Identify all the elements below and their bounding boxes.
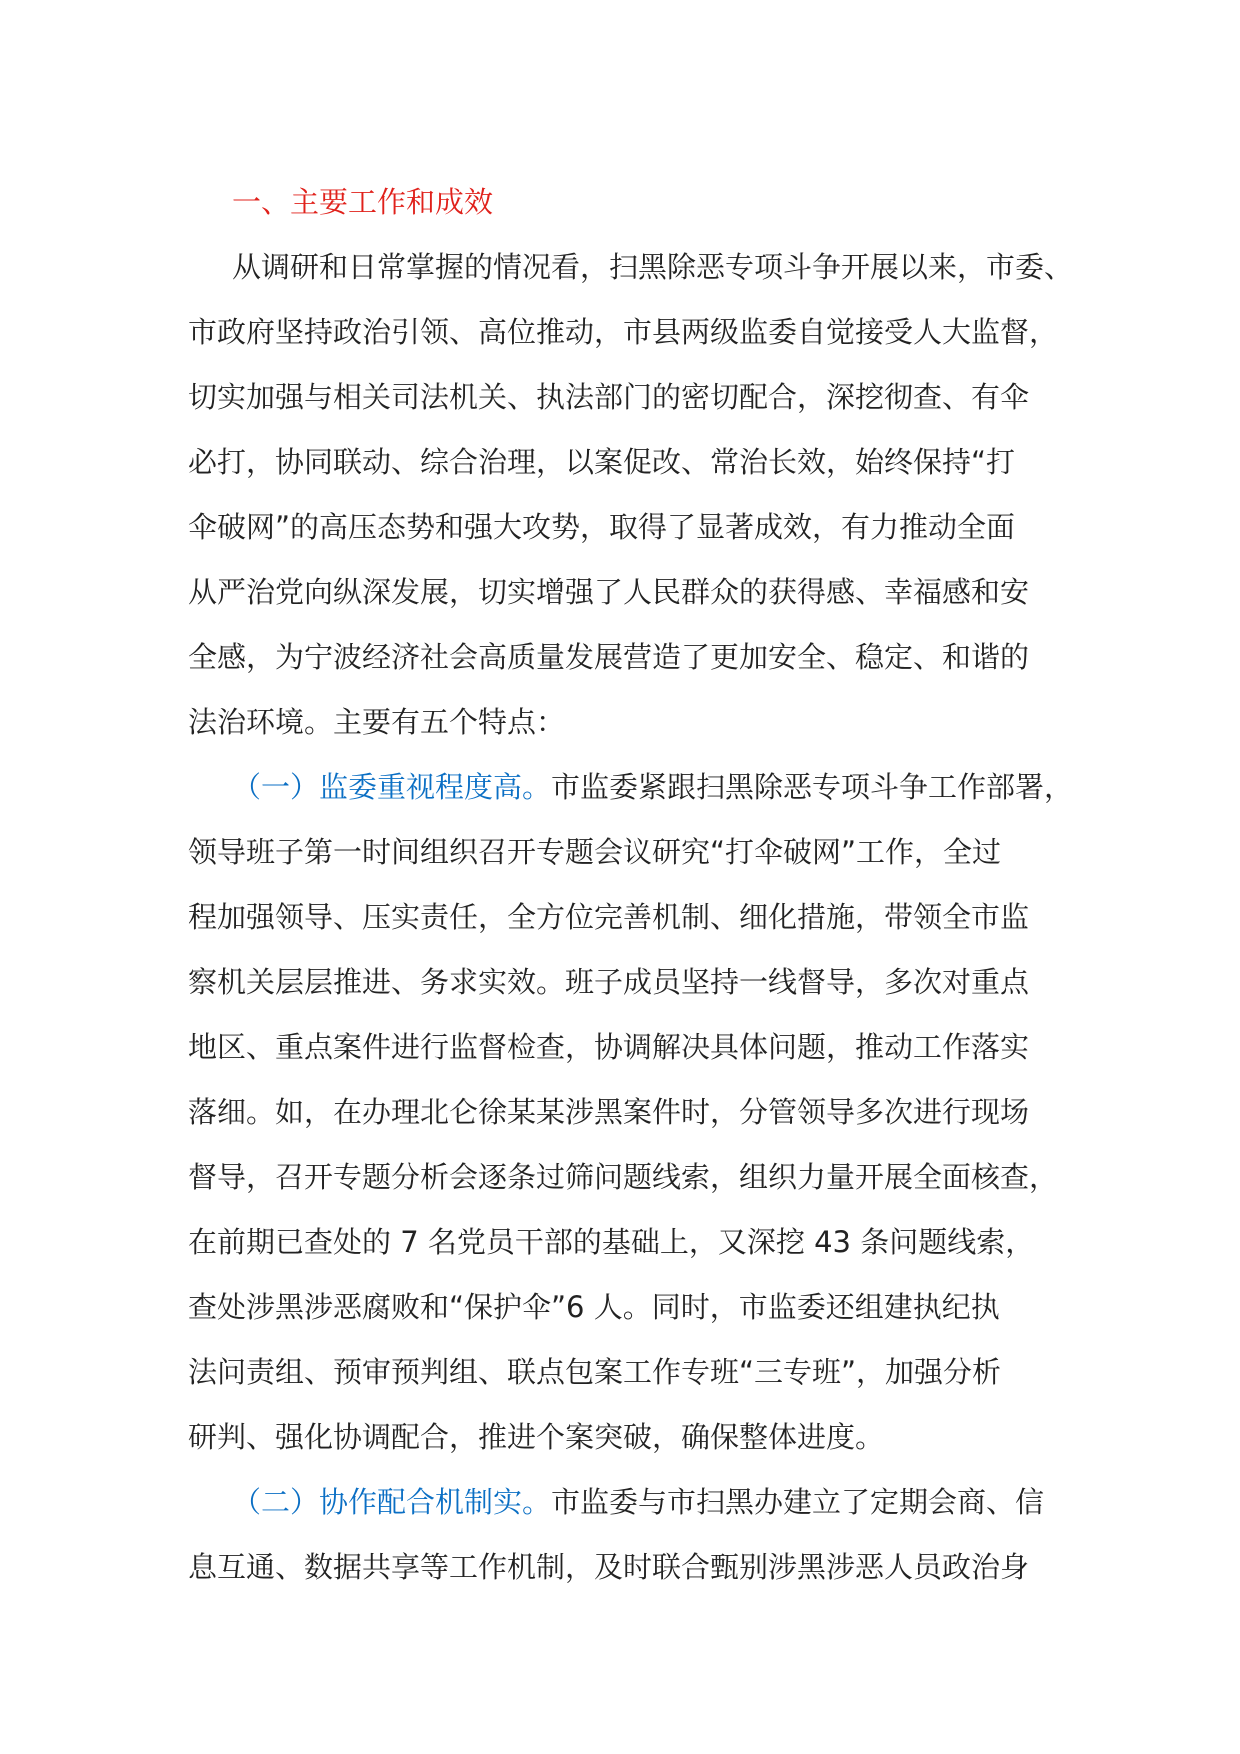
- paragraph-text: 市监委紧跟扫黑除恶专项斗争工作部署，: [551, 770, 1074, 804]
- paragraph-line: 查处涉黑涉恶腐败和“保护伞”6 人。同时，市监委还组建执纪执: [188, 1290, 1000, 1324]
- paragraph-line: [188, 755, 1074, 820]
- paragraph-line: 必打，协同联动、综合治理，以案促改、常治长效，始终保持“打: [188, 445, 1016, 479]
- paragraph-line: 在前期已查处的 7 名党员干部的基础上，又深挖 43 条问题线索，: [188, 1225, 1035, 1259]
- paragraph-point-2: [188, 1470, 1068, 1600]
- paragraph-line: 地区、重点案件进行监督检查，协调解决具体问题，推动工作落实: [188, 1030, 1030, 1064]
- document-body: [188, 170, 1074, 1600]
- paragraph-line: 息互通、数据共享等工作机制，及时联合甄别涉黑涉恶人员政治身: [188, 1550, 1030, 1584]
- paragraph-line: 程加强领导、压实责任，全方位完善机制、细化措施，带领全市监: [188, 900, 1030, 934]
- paragraph-line: 从严治党向纵深发展，切实增强了人民群众的获得感、幸福感和安: [188, 575, 1030, 609]
- paragraph-line: [188, 1470, 1068, 1535]
- paragraph-line: 法治环境。主要有五个特点：: [188, 705, 566, 739]
- paragraph-line: 督导，召开专题分析会逐条过筛问题线索，组织力量开展全面核查，: [188, 1160, 1059, 1194]
- paragraph-line: 研判、强化协调配合，推进个案突破，确保整体进度。: [188, 1420, 885, 1454]
- paragraph-point-1: [188, 755, 1074, 1470]
- paragraph-text: 市监委与市扫黑办建立了定期会商、信: [551, 1485, 1045, 1519]
- paragraph-line: 领导班子第一时间组织召开专题会议研究“打伞破网”工作，全过: [188, 835, 1002, 869]
- paragraph-line: 法问责组、预审预判组、联点包案工作专班“三专班”，加强分析: [188, 1355, 1002, 1389]
- paragraph-overview: [188, 235, 1074, 755]
- subsection-title: （二）协作配合机制实。: [232, 1485, 552, 1519]
- paragraph-line: 伞破网”的高压态势和强大攻势，取得了显著成效，有力推动全面: [188, 510, 1016, 544]
- paragraph-line: 察机关层层推进、务求实效。班子成员坚持一线督导，多次对重点: [188, 965, 1030, 999]
- subsection-title: （一）监委重视程度高。: [232, 770, 552, 804]
- section-heading: 一、主要工作和成效: [232, 185, 494, 219]
- paragraph-line: 从调研和日常掌握的情况看，扫黑除恶专项斗争开展以来，市委、: [232, 250, 1074, 284]
- paragraph-line: 全感，为宁波经济社会高质量发展营造了更加安全、稳定、和谐的: [188, 640, 1030, 674]
- paragraph-line: 落细。如，在办理北仑徐某某涉黑案件时，分管领导多次进行现场: [188, 1095, 1030, 1129]
- paragraph-line: 市政府坚持政治引领、高位推动，市县两级监委自觉接受人大监督，: [188, 315, 1059, 349]
- paragraph-line: 切实加强与相关司法机关、执法部门的密切配合，深挖彻查、有伞: [188, 380, 1030, 414]
